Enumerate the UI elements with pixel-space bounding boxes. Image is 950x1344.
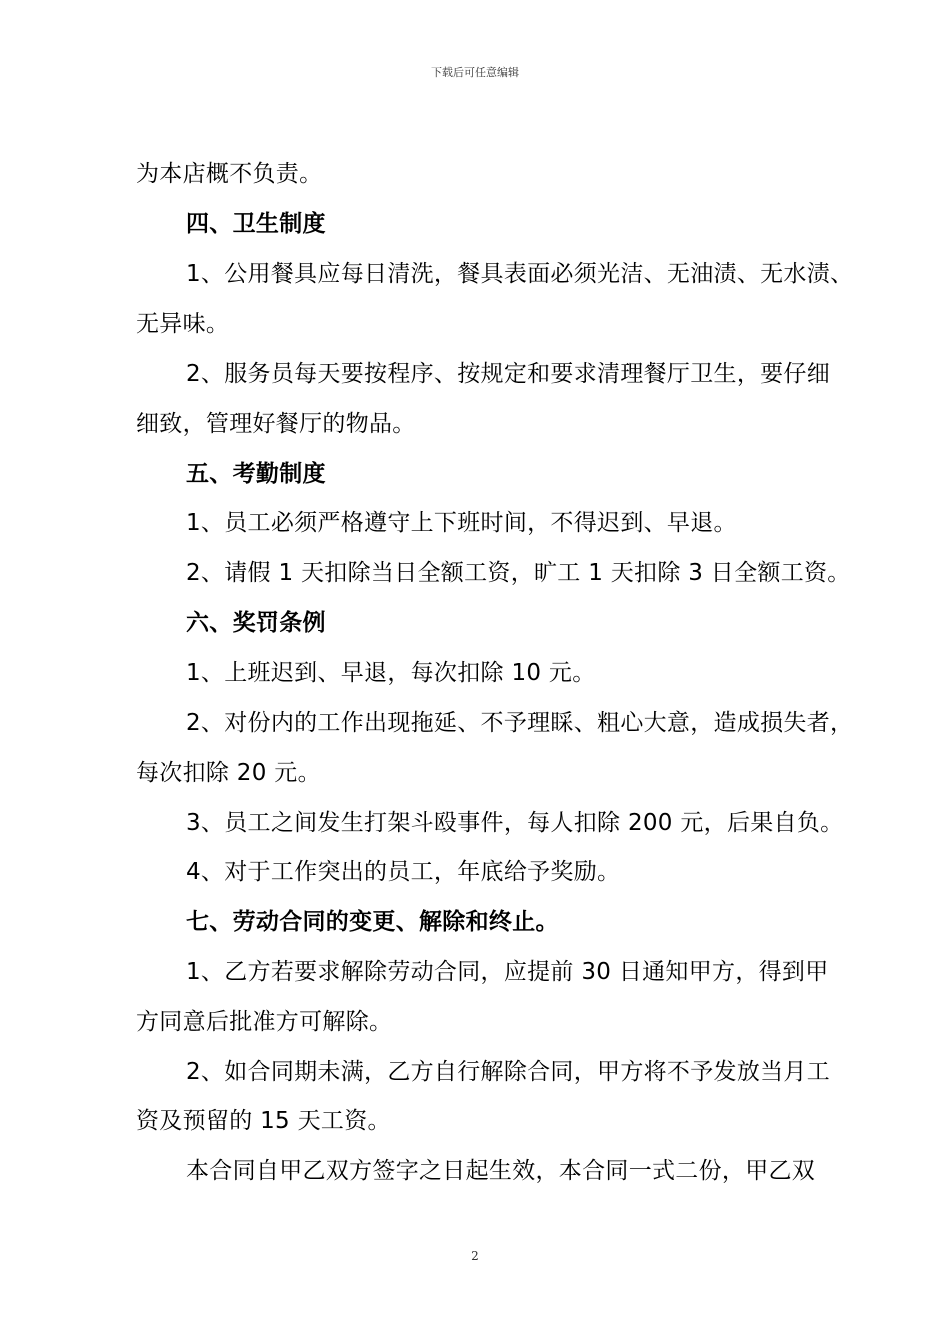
body-text-line: 每次扣除 20 元。 bbox=[136, 760, 321, 786]
body-text-line: 1、员工必须严格遵守上下班时间，不得迟到、早退。 bbox=[186, 510, 737, 536]
body-text-line: 2、服务员每天要按程序、按规定和要求清理餐厅卫生，要仔细 bbox=[186, 361, 831, 387]
body-text-line: 3、员工之间发生打架斗殴事件，每人扣除 200 元，后果自负。 bbox=[186, 810, 844, 836]
body-text-line: 2、对份内的工作出现拖延、不予理睬、粗心大意，造成损失者， bbox=[186, 710, 854, 736]
body-text-line: 细致，管理好餐厅的物品。 bbox=[136, 411, 416, 437]
body-text-line: 为本店概不负责。 bbox=[136, 161, 323, 187]
page-number: 2 bbox=[471, 1249, 479, 1263]
body-text-line: 1、上班迟到、早退，每次扣除 10 元。 bbox=[186, 660, 596, 686]
body-text-line: 4、对于工作突出的员工，年底给予奖励。 bbox=[186, 859, 621, 885]
body-text-line: 2、请假 1 天扣除当日全额工资，旷工 1 天扣除 3 日全额工资。 bbox=[186, 560, 851, 586]
section-heading: 五、考勤制度 bbox=[186, 461, 326, 487]
page-header: 下载后可任意编辑 bbox=[431, 66, 519, 79]
section-heading: 六、奖罚条例 bbox=[186, 610, 326, 636]
body-text-line: 资及预留的 15 天工资。 bbox=[136, 1108, 391, 1134]
section-heading: 四、卫生制度 bbox=[186, 211, 326, 237]
body-text-line: 2、如合同期未满，乙方自行解除合同，甲方将不予发放当月工 bbox=[186, 1059, 831, 1085]
body-text-line: 1、公用餐具应每日清洗，餐具表面必须光洁、无油渍、无水渍、 bbox=[186, 261, 854, 287]
body-text-line: 1、乙方若要求解除劳动合同，应提前 30 日通知甲方，得到甲 bbox=[186, 959, 829, 985]
body-text-line: 无异味。 bbox=[136, 311, 230, 337]
body-text-line: 方同意后批准方可解除。 bbox=[136, 1009, 393, 1035]
section-heading: 七、劳动合同的变更、解除和终止。 bbox=[186, 909, 559, 935]
body-text-line: 本合同自甲乙双方签字之日起生效，本合同一式二份，甲乙双 bbox=[186, 1158, 816, 1184]
